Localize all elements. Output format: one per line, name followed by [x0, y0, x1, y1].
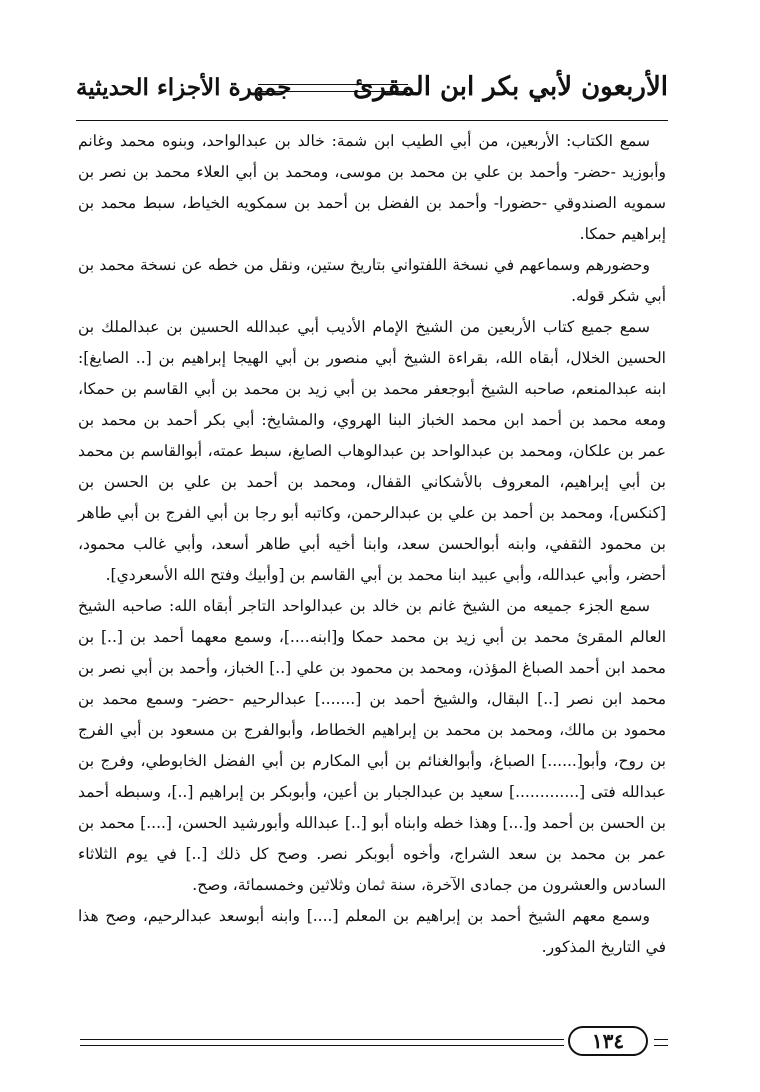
book-title: الأربعون لأبي بكر ابن المقرئ — [352, 72, 668, 102]
footer-rule-end — [654, 1039, 668, 1046]
footer-double-rule — [80, 1039, 564, 1046]
header-underline — [76, 120, 668, 121]
paragraph-2: وحضورهم وسماعهم في نسخة اللفتواني بتاريخ ستين، ونقل من خطه عن نسخة محمد بن أبي شكر قوله. — [78, 256, 666, 305]
paragraph-5: وسمع معهم الشيخ أحمد بن إبراهيم بن المعلم [....] وابنه أبوسعد عبدالرحيم، وصح هذا في التاريخ المذكور. — [78, 907, 666, 956]
page-body — [78, 126, 666, 963]
series-title: جمهرة الأجزاء الحديثية — [76, 74, 292, 101]
paragraph-1: سمع الكتاب: الأربعين، من أبي الطيب ابن شمة: خالد بن عبدالواحد، وبنوه محمد وغانم وأبوزيد -حضر- وأحمد بن علي بن محمد بن موسى، ومحمد بن أبي العلاء محمد بن نصر بن سمويه الصندوقي -حضورا- وأحمد بن الفضل بن أحمد بن سمكويه الخياط، سبط محمد بن إبراهيم حمكا. — [78, 132, 666, 243]
paragraph-3: سمع جميع كتاب الأربعين من الشيخ الإمام الأديب أبي عبدالله الحسين بن عبدالملك بن الحسين الخلال، أبقاه الله، بقراءة الشيخ أبي منصور بن أبي الهيجا إبراهيم بن [.. الصايغ]: ابنه عبدالمنعم، صاحبه الشيخ أبوجعفر محمد بن أبي زيد بن محمد بن أبي القاسم بن حمكا، ومعه محمد بن أحمد ابن محمد الخباز البنا الهروي، والمشايخ: أبي بكر أحمد بن محمد بن عمر بن علكان، ومحمد بن عبدالواحد بن عبدالوهاب الصايغ، سبط عمته، أبوالقاسم بن محمد بن أبي إبراهيم، المعروف بالأشكاني القفال، ومحمد بن أحمد بن علي بن الحسن بن [كنكس]، ومحمد بن أحمد بن علي بن عبدالرحمن، وكاتبه أبو رجا بن أبي الفرج بن أبي طاهر بن محمود الثقفي، وابنه أبوالحسن سعد، وابنا أخيه أبي طاهر أسعد، وأبي غالب محمود، أحضر، وأبي عبدالله، وأبي عبيد ابنا محمد بن أبي القاسم بن [وأبيك وفتح الله الأسعردي]. — [78, 318, 666, 584]
page-footer — [80, 1026, 668, 1060]
paragraph-4: سمع الجزء جميعه من الشيخ غانم بن خالد بن عبدالواحد التاجر أبقاه الله: صاحبه الشيخ العالم المقرئ محمد بن أبي زيد بن محمد حمكا و[ابنه....]، وسمع معهما أحمد بن [..] بن محمد ابن أحمد الصباغ المؤذن، ومحمد بن محمود بن علي [..] الخباز، وأحمد بن أبي نصر بن محمد ابن نصر [..] البقال، والشيخ أحمد بن [.......] عبدالرحيم -حضر- وسمع محمد بن محمود بن مالك، ومحمد بن محمد بن إبراهيم الخطاط، وأبوالفرج بن مسعود بن أبي الفرج بن روح، وأبو[......] الصباغ، وأبوالغنائم بن أبي المكارم بن أبي الفضل الخابوطي، وفرج بن عبدالله فتى [.............] سعيد بن عبدالجبار بن أعين، وأبوبكر بن إبراهيم [..]، وسبطه أحمد بن الحسن بن أحمد و[...] وهذا خطه وابناه أبو [..] عبدالله وأبورشيد الحسن، [....] محمد بن عمر بن محمد بن سعد الشراج، وأخوه أبوبكر نصر. وصح كل ذلك [..] في يوم الثلاثاء السادس والعشرون من جمادى الآخرة، سنة ثمان وثلاثين وخمسمائة، وصح. — [78, 597, 666, 894]
running-header — [76, 70, 668, 110]
page-number: ١٣٤ — [568, 1026, 648, 1056]
